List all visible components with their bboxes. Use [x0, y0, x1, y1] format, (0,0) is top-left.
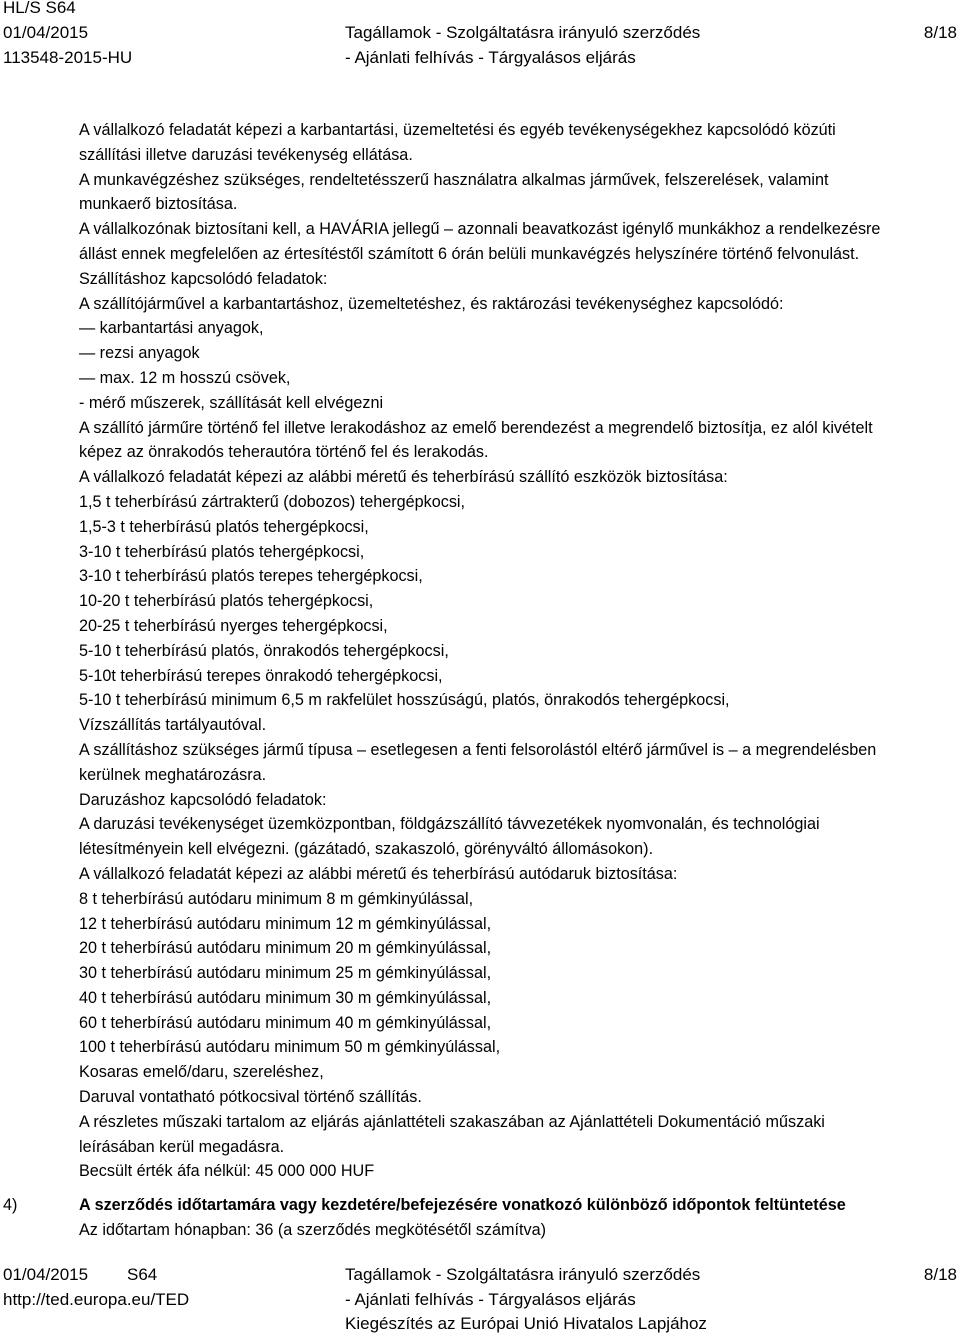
body-line: Becsült érték áfa nélkül: 45 000 000 HUF — [79, 1162, 375, 1181]
body-line: 100 t teherbírású autódaru minimum 50 m gémkinyúlással, — [79, 1038, 501, 1057]
header-series: HL/S S64 — [3, 0, 76, 17]
body-line: kerülnek meghatározásra. — [79, 765, 267, 784]
footer-title: Tagállamok - Szolgáltatásra irányuló szerződés — [345, 1265, 701, 1284]
section-body — [79, 118, 957, 1184]
section-4-number: 4) — [3, 1196, 18, 1214]
header-date: 01/04/2015 — [3, 23, 89, 42]
body-line: - mérő műszerek, szállítását kell elvégezni — [79, 393, 384, 412]
body-line: állást ennek megfelelően az értesítéstől számított 6 órán belüli munkavégzés helyszínére történő felvonulást. — [79, 244, 860, 263]
body-line: 40 t teherbírású autódaru minimum 30 m gémkinyúlással, — [79, 988, 492, 1007]
body-line: 3-10 t teherbírású platós tehergépkocsi, — [79, 542, 365, 561]
body-line: A vállalkozó feladatát képezi az alábbi méretű és teherbírású szállító eszközök biztosítása: — [79, 468, 728, 487]
header-notice-id: 113548-2015-HU — [3, 48, 133, 67]
body-line: Kosaras emelő/daru, szereléshez, — [79, 1063, 324, 1082]
body-line: Daruzáshoz kapcsolódó feladatok: — [79, 790, 327, 809]
body-line: Vízszállítás tartályautóval. — [79, 716, 267, 735]
section-4-heading: A szerződés időtartamára vagy kezdetére/befejezésére vonatkozó különböző időpontok feltüntetése — [79, 1196, 846, 1214]
body-line: A részletes műszaki tartalom az eljárás ajánlattételi szakaszában az Ajánlattételi Dokumentáció műszaki — [79, 1112, 825, 1131]
body-line: 20-25 t teherbírású nyerges tehergépkocsi, — [79, 616, 388, 635]
body-line: — karbantartási anyagok, — [79, 319, 264, 338]
body-line: 1,5 t teherbírású zártrakterű (dobozos) tehergépkocsi, — [79, 492, 466, 511]
section-4-duration: Az időtartam hónapban: 36 (a szerződés megkötésétől számítva) — [79, 1221, 546, 1239]
footer-supplement: Kiegészítés az Európai Unió Hivatalos Lapjához — [345, 1314, 707, 1333]
footer-url[interactable]: http://ted.europa.eu/TED — [3, 1290, 190, 1309]
body-line: 10-20 t teherbírású platós tehergépkocsi, — [79, 592, 374, 611]
body-line: 1,5-3 t teherbírású platós tehergépkocsi, — [79, 517, 369, 536]
footer-date: 01/04/2015 — [3, 1265, 89, 1284]
body-line: Daruval vontatható pótkocsival történő szállítás. — [79, 1088, 422, 1107]
body-line: munkaerő biztosítása. — [79, 195, 238, 214]
body-line: A szállításhoz szükséges jármű típusa – esetlegesen a fenti felsorolástól eltérő járművel is – a megrendelésben — [79, 740, 877, 759]
body-line: — max. 12 m hosszú csövek, — [79, 368, 291, 387]
body-line: A vállalkozó feladatát képezi a karbantartási, üzemeltetési és egyéb tevékenységekhez kapcsolódó közúti — [79, 121, 836, 139]
body-line: 30 t teherbírású autódaru minimum 25 m gémkinyúlással, — [79, 964, 492, 983]
footer-subtitle: - Ajánlati felhívás - Tárgyalásos eljárás — [345, 1290, 636, 1309]
header-subtitle: - Ajánlati felhívás - Tárgyalásos eljárás — [345, 48, 636, 67]
body-line: leírásában kerül megadásra. — [79, 1137, 285, 1156]
body-line: A daruzási tevékenységet üzemközpontban, földgázszállító távvezetékek nyomvonalán, és technológiai — [79, 815, 820, 834]
body-line: létesítményein kell elvégezni. (gázátadó, szakaszoló, görényváltó állomásokon). — [79, 840, 654, 859]
body-line: 5-10 t teherbírású platós, önrakodós tehergépkocsi, — [79, 641, 449, 660]
body-line: — rezsi anyagok — [79, 344, 200, 363]
body-line: 5-10 t teherbírású minimum 6,5 m rakfelület hosszúságú, platós, önrakodós tehergépkocsi, — [79, 691, 730, 710]
body-line: 12 t teherbírású autódaru minimum 12 m gémkinyúlással, — [79, 914, 492, 933]
body-line: 60 t teherbírású autódaru minimum 40 m gémkinyúlással, — [79, 1013, 492, 1032]
header-title: Tagállamok - Szolgáltatásra irányuló szerződés — [345, 23, 701, 42]
body-line: 3-10 t teherbírású platós terepes tehergépkocsi, — [79, 567, 423, 586]
body-line: szállítási illetve daruzási tevékenység ellátása. — [79, 145, 413, 164]
header-page-number: 8/18 — [923, 23, 957, 42]
body-line: A vállalkozónak biztosítani kell, a HAVÁRIA jellegű – azonnali beavatkozást igénylő munkákhoz a rendelkezésre — [79, 220, 881, 239]
body-line: A szállítójárművel a karbantartáshoz, üzemeltetéshez, és raktározási tevékenységhez kapcsolódó: — [79, 294, 784, 313]
footer-series: S64 — [127, 1265, 158, 1284]
body-line: Szállításhoz kapcsolódó feladatok: — [79, 269, 328, 288]
footer-page-number: 8/18 — [923, 1265, 957, 1284]
body-line: A szállító járműre történő fel illetve lerakodáshoz az emelő berendezést a megrendelő biztosítja, ez alól kivételt — [79, 418, 873, 437]
body-line: képez az önrakodós teherautóra történő fel és lerakodás. — [79, 443, 489, 462]
body-line: A munkavégzéshez szükséges, rendeltetésszerű használatra alkalmas járművek, felszerelések, valamint — [79, 170, 829, 189]
body-line: A vállalkozó feladatát képezi az alábbi méretű és teherbírású autódaruk biztosítása: — [79, 864, 678, 883]
body-line: 8 t teherbírású autódaru minimum 8 m gémkinyúlással, — [79, 889, 474, 908]
body-line: 5-10t teherbírású terepes önrakodó tehergépkocsi, — [79, 666, 443, 685]
body-line: 20 t teherbírású autódaru minimum 20 m gémkinyúlással, — [79, 939, 492, 958]
